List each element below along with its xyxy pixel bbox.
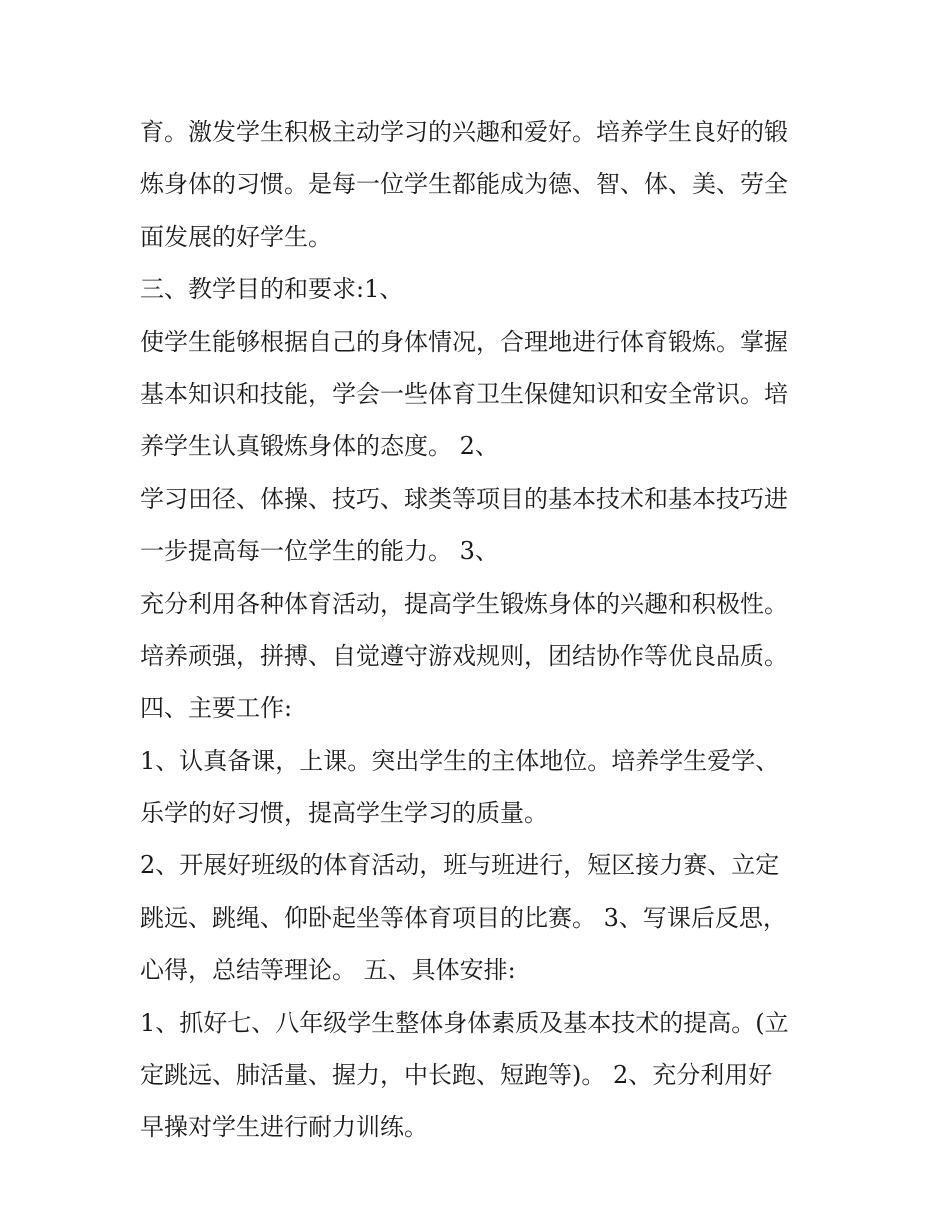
text-line: 早操对学生进行耐力训练。 [140,1113,428,1142]
text-line: 定跳远、肺活量、握力，中长跑、短跑等)。 2、充分利用好 [140,1061,773,1090]
text-line: 育。激发学生积极主动学习的兴趣和爱好。培养学生良好的锻 [140,118,788,146]
text-line: 1、抓好七、八年级学生整体身体素质及基本技术的提高。(立 [140,1008,789,1037]
text-line: 跳远、跳绳、仰卧起坐等体育项目的比赛。 3、写课后反思， [140,903,787,932]
text-line: 养学生认真锻炼身体的态度。 2、 [140,432,499,461]
text-line: 面发展的好学生。 [140,222,332,251]
text-line: 培养顽强，拼搏、自觉遵守游戏规则，团结协作等优良品质。 [140,641,788,670]
document-body [140,106,830,1154]
section-heading: 四、主要工作: [140,694,293,723]
text-line: 基本知识和技能，学会一些体育卫生保健知识和安全常识。培 [140,379,788,408]
section-heading: 三、教学目的和要求:1、 [140,275,404,304]
text-line: 一步提高每一位学生的能力。 3、 [140,537,499,566]
text-line: 使学生能够根据自己的身体情况，合理地进行体育锻炼。掌握 [140,327,788,356]
text-line: 心得，总结等理论。 五、具体安排: [140,956,516,985]
text-line: 充分利用各种体育活动，提高学生锻炼身体的兴趣和积极性。 [140,589,788,618]
text-line: 2、开展好班级的体育活动，班与班进行，短区接力赛、立定 [140,851,780,880]
text-line: 炼身体的习惯。是每一位学生都能成为德、智、体、美、劳全 [140,170,788,199]
text-line: 学习田径、体操、技巧、球类等项目的基本技术和基本技巧进 [140,484,788,513]
text-line: 乐学的好习惯，提高学生学习的质量。 [140,799,548,828]
text-line: 1、认真备课，上课。突出学生的主体地位。培养学生爱学、 [140,746,780,775]
